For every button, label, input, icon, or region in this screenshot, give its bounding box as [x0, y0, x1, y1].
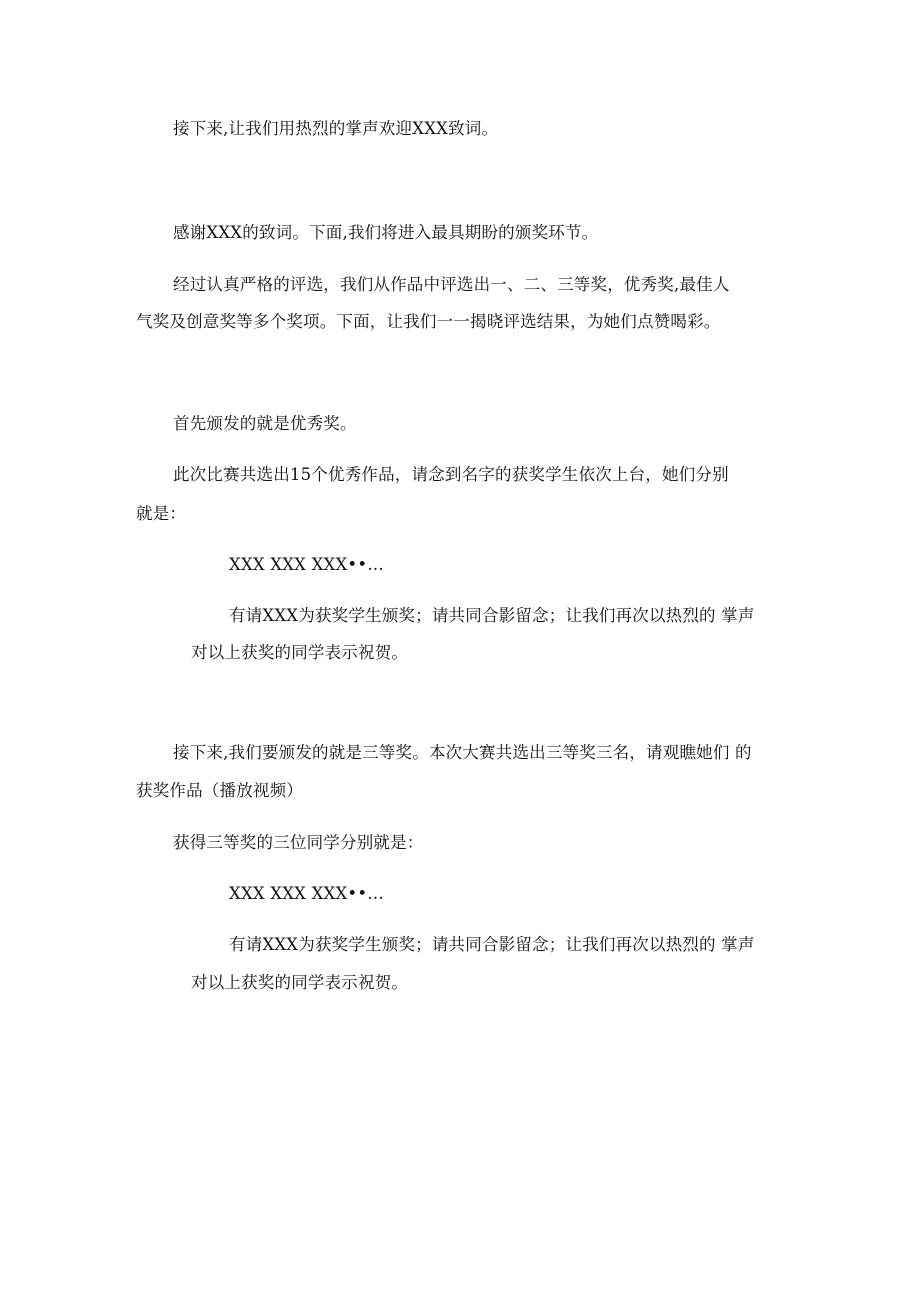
paragraph-third-prize-winners: 获得三等奖的三位同学分别就是： [173, 833, 424, 852]
paragraph-excellence-list-line-1: 此次比赛共选出15个优秀作品，请念到名字的获奖学生依次上台，她们分别 [173, 465, 729, 484]
paragraph-presenter-2-line-1: 有请XXX为获奖学生颁奖；请共同合影留念；让我们再次以热烈的 掌声 [229, 935, 755, 954]
paragraph-excellence-list-line-2: 就是： [136, 504, 187, 523]
paragraph-welcome-speech: 接下来,让我们用热烈的掌声欢迎XXX致词。 [173, 119, 499, 138]
paragraph-selection-line-1: 经过认真严格的评选，我们从作品中评选出一、二、三等奖，优秀奖,最佳人 [173, 275, 730, 294]
paragraph-excellence-award: 首先颁发的就是优秀奖。 [173, 414, 357, 433]
paragraph-presenter-1-line-1: 有请XXX为获奖学生颁奖；请共同合影留念；让我们再次以热烈的 掌声 [229, 606, 755, 625]
paragraph-presenter-2-line-2: 对以上获奖的同学表示祝贺。 [191, 973, 409, 992]
paragraph-presenter-1-line-2: 对以上获奖的同学表示祝贺。 [191, 643, 409, 662]
paragraph-selection-line-2: 气奖及创意奖等多个奖项。下面，让我们一一揭晓评选结果，为她们点赞喝彩。 [136, 312, 721, 331]
paragraph-third-prize-line-2: 获奖作品（播放视频） [136, 781, 303, 800]
winner-names-excellence: XXX XXX XXX••… [229, 555, 384, 574]
paragraph-thanks-speech: 感谢XXX的致词。下面,我们将进入最具期盼的颁奖环节。 [173, 223, 599, 242]
paragraph-third-prize-line-1: 接下来,我们要颁发的就是三等奖。本次大赛共选出三等奖三名，请观瞧她们 的 [173, 743, 752, 762]
winner-names-third-prize: XXX XXX XXX••… [229, 884, 384, 903]
